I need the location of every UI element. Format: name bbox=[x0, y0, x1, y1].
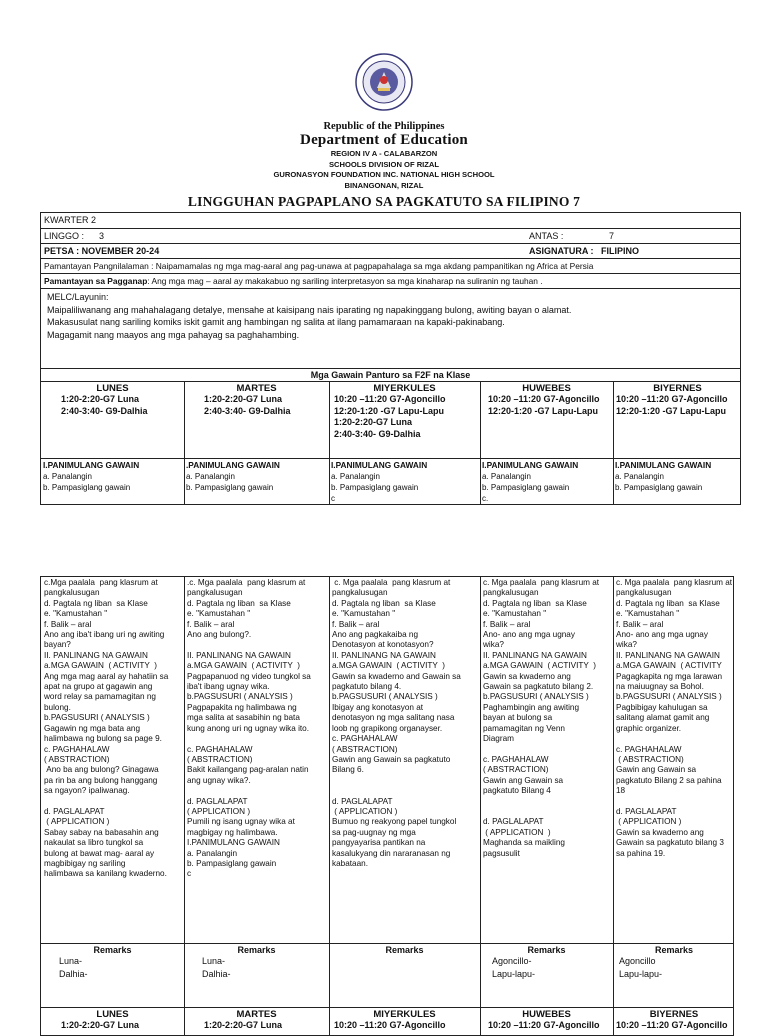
day-name: BIYERNES bbox=[649, 1009, 699, 1020]
region-line: REGION IV A - CALABARZON bbox=[330, 149, 438, 158]
day-cell-lunes bbox=[41, 383, 184, 417]
gawain-item: b. Pampasiglang gawain bbox=[482, 483, 570, 492]
gawain-item: a. Panalangin bbox=[331, 472, 380, 481]
gawain-item: b. Pampasiglang gawain bbox=[615, 483, 703, 492]
pagganap-body: : Ang mga mag – aaral ay makakabuo ng sariling interpretasyon sa mga kinaharap na suliranin ng tauhan . bbox=[147, 276, 543, 286]
melc-item: Makasusulat nang sariling komiks iskit gamit ang hambingan ng salita at ilang pamamaraan na kapaki-pakinabang. bbox=[47, 317, 505, 327]
day-cell-huwebes bbox=[480, 383, 613, 417]
pagganap-text bbox=[44, 276, 543, 286]
footer-day-cell bbox=[329, 1009, 480, 1032]
day-schedule: 10:20 –11:20 G7-Agoncillo 12:20-1:20 -G7 Lapu-Lapu 1:20-2:20-G7 Luna 2:40-3:40- G9-Dalhia bbox=[334, 394, 446, 439]
asignatura-value: FILIPINO bbox=[601, 246, 639, 256]
gawain-item: a. Panalangin bbox=[186, 472, 235, 481]
footer-day-cell bbox=[613, 1009, 735, 1032]
activity-text: c. Mga paalala pang klasrum at pangkalusugan d. Pagtala ng liban sa Klase e. "Kamustahan " f. Balik – aral Ano- ano ang mga ugnay wika? II. PANLINANG NA GAWAIN a.MGA GAWAIN ( ACTIVITY ) Gawin sa kwaderno ang Gawain sa pagkatuto bilang 2. b.PAGSUSURI ( ANALYSIS ) Paghambingin ang awiting bayan at bulong sa pamamagitan ng Venn Diagram c. PAGHAHALAW ( ABSTRACTION) Gawin ang Gawain sa pagkatuto Bilang 4 d. PAGLALAPAT ( APPLICATION ) Maghanda sa maikling pagsusulit bbox=[483, 578, 600, 858]
remarks-cell bbox=[480, 945, 613, 980]
republic-line: Republic of the Philippines bbox=[323, 121, 445, 132]
day-name: MARTES bbox=[236, 1009, 277, 1020]
gawain-title-row bbox=[41, 369, 740, 382]
day-schedule: 10:20 –11:20 G7-Agoncillo 12:20-1:20 -G7 Lapu-Lapu bbox=[488, 394, 600, 416]
remarks-entry: Luna- bbox=[59, 956, 83, 966]
footer-day-cell bbox=[41, 1009, 184, 1032]
gawain-cell bbox=[184, 460, 329, 493]
document-header bbox=[0, 52, 768, 210]
day-cell-biyernes bbox=[613, 383, 742, 417]
pangnilalaman-text: Pamantayan Pangnilalaman : Naipamamalas ng mga mag-aaral ang pag-unawa at pagpapahalaga sa mga akdang pampanitikan ng Africa at Persia bbox=[44, 261, 594, 271]
activity-text: c. Mga paalala pang klasrum at pangkalusugan d. Pagtala ng liban sa Klase e. "Kamustahan " f. Balik – aral Ano ang pagkakaiba ng Denotasyon at konotasyon? II. PANLINANG NA GAWAIN a.MGA GAWAIN ( ACTIVITY ) Gawin sa kwaderno and Gawain sa pagkatuto bilang 4. b.PAGSUSURI ( ANALYSIS ) Ibigay ang konotasyon at denotasyon ng mga salitang nasa loob ng grapikong organayser. c. PAGHAHALAW ( ABSTRACTION) Gawin ang Gawain sa pagkatuto Bilang 6. d. PAGLALAPAT ( APPLICATION ) Bumuo ng reakyong papel tungkol sa pag-uugnay ng mga pangyayarisa pantikan na kasalukyang din nararanasan ng kabataan. bbox=[332, 578, 461, 868]
day-schedule: 10:20 –11:20 G7-Agoncillo bbox=[488, 1020, 600, 1030]
day-name: BIYERNES bbox=[653, 383, 702, 394]
day-name: MARTES bbox=[236, 383, 277, 394]
asignatura-label: ASIGNATURA : bbox=[529, 246, 594, 256]
department-name: Department of Education bbox=[300, 132, 468, 148]
melc-row bbox=[41, 289, 740, 369]
activity-column-miyerkules bbox=[329, 577, 480, 1035]
remarks-cell bbox=[613, 945, 735, 980]
gawain-heading: I.PANIMULANG GAWAIN bbox=[615, 460, 712, 470]
remarks-cell bbox=[329, 945, 480, 955]
gawain-item: b. Pampasiglang gawain bbox=[331, 483, 419, 492]
gawain-heading: I.PANIMULANG GAWAIN bbox=[482, 460, 579, 470]
gawain-cell bbox=[329, 460, 480, 504]
melc-item: Maipaliliwanang ang mahahalagang detalye, mensahe at kaisipang nais iparating ng napakinggang bulong, awiting bayan o alamat. bbox=[47, 304, 572, 315]
gawain-cell bbox=[41, 460, 184, 493]
remarks-cell bbox=[41, 945, 184, 980]
gawain-title: Mga Gawain Panturo sa F2F na Klase bbox=[310, 370, 471, 380]
activity-text: c.Mga paalala pang klasrum at pangkalusugan d. Pagtala ng liban sa Klase e. "Kamustahan " f. Balik – aral Ano ang iba't ibang uri ng awiting bayan? II. PANLINANG NA GAWAIN a.MGA GAWAIN ( ACTIVITY ) Ang mga mag aaral ay hahatiin sa apat na grupo at gagawin ang word relay sa pamamagitan ng bulong. b.PAGSUSURI ( ANALYSIS ) Gagawin ng mga bata ang halimbawa ng bulong sa page 9. c. PAGHAHALAW ( ABSTRACTION) Ano ba ang bulong? Ginagawa pa rin ba ang bulong hanggang sa ngayon? ipaliwanag. d. PAGLALAPAT ( APPLICATION ) Sabay sabay na babasahin ang nakaulat sa libro tungkol sa bulong at bawat mag- aaral ay magbibigay ng sariling halimbawa sa kanilang kwaderno. bbox=[44, 578, 169, 879]
gawain-heading: I.PANIMULANG GAWAIN bbox=[331, 460, 428, 470]
activity-text: c. Mga paalala pang klasrum at pangkalusugan d. Pagtala ng liban sa Klase e. "Kamustahan " f. Balik – aral Ano- ano ang mga ugnay wika? II. PANLINANG NA GAWAIN a.MGA GAWAIN ( ACTIVITY Pagagkapita ng mga larawan na maiuugnay sa Bohol. b.PAGSUSURI ( ANALYSIS ) Pagbibigay kahulugan sa salitang alamat gamit ang graphic organizer. c. PAGHAHALAW ( ABSTRACTION) Gawin ang Gawain sa pagkatuto Bilang 2 sa pahina 18 d. PAGLALAPAT ( APPLICATION ) Gawin sa kwaderno ang Gawain sa pagkatuto bilang 3 sa pahina 19. bbox=[616, 578, 733, 858]
gawain-item: b. Pampasiglang gawain bbox=[43, 483, 131, 492]
day-name: MIYERKULES bbox=[373, 1009, 436, 1020]
antas-label: ANTAS : bbox=[529, 231, 564, 241]
remarks-entry: Dalhia- bbox=[59, 968, 88, 979]
remarks-title: Remarks bbox=[385, 945, 424, 955]
petsa-label: PETSA : NOVEMBER 20-24 bbox=[44, 246, 160, 256]
footer-day-cell bbox=[480, 1009, 613, 1032]
remarks-entry: Lapu-lapu- bbox=[492, 968, 536, 979]
remarks-entry: Dalhia- bbox=[202, 968, 231, 979]
gawain-heading: I.PANIMULANG GAWAIN bbox=[43, 460, 140, 470]
address-line: BINANGONAN, RIZAL bbox=[344, 180, 424, 190]
remarks-entry: Agoncillo bbox=[619, 956, 656, 966]
remarks-title: Remarks bbox=[527, 945, 566, 955]
document-title: LINGGUHAN PAGPAPLANO SA PAGKATUTO SA FILIPINO 7 bbox=[187, 194, 581, 209]
day-schedule: 1:20-2:20-G7 Luna bbox=[204, 1020, 283, 1030]
kwarter-row bbox=[41, 213, 740, 229]
pangnilalaman-row bbox=[41, 259, 740, 274]
plan-table bbox=[40, 212, 741, 505]
gawain-item: a. Panalangin bbox=[43, 472, 92, 481]
remarks-entry: Agoncillo- bbox=[492, 956, 532, 966]
pagganap-label: Pamantayan sa Pagganap bbox=[44, 276, 148, 286]
day-schedule: 1:20-2:20-G7 Luna bbox=[61, 1020, 140, 1030]
linggo-row bbox=[41, 229, 740, 244]
remarks-entry: Lapu-lapu- bbox=[619, 968, 663, 979]
activities-table bbox=[40, 576, 734, 1036]
day-schedule: 10:20 –11:20 G7-Agoncillo 12:20-1:20 -G7 Lapu-Lapu bbox=[616, 394, 728, 416]
day-name: LUNES bbox=[96, 1009, 129, 1020]
petsa-row bbox=[41, 244, 740, 259]
gawain-heading: .PANIMULANG GAWAIN bbox=[186, 460, 280, 470]
linggo-label: LINGGO : bbox=[44, 231, 85, 241]
deped-seal-icon bbox=[347, 52, 421, 112]
remarks-title: Remarks bbox=[237, 945, 276, 955]
kwarter-label: KWARTER 2 bbox=[44, 215, 97, 225]
day-schedule: 10:20 –11:20 G7-Agoncillo bbox=[334, 1020, 446, 1030]
day-name: MIYERKULES bbox=[373, 383, 436, 394]
antas-value: 7 bbox=[609, 231, 615, 241]
day-schedule: 1:20-2:20-G7 Luna 2:40-3:40- G9-Dalhia bbox=[204, 394, 291, 416]
gawain-item: c bbox=[331, 494, 335, 503]
activity-text: .c. Mga paalala pang klasrum at pangkalusugan d. Pagtala ng liban sa Klase e. "Kamustahan " f. Balik – aral Ano ang bulong?. II. PANLINANG NA GAWAIN a.MGA GAWAIN ( ACTIVITY ) Pagpapanuod ng video tungkol sa iba't ibang ugnay wika. b.PAGSUSURI ( ANALYSIS ) Pagpapakita ng halimbawa ng mga salita at sasabihin ng bata kung anong uri ng ugnay wika ito. c. PAGHAHALAW ( ABSTRACTION) Bakit kailangang pag-aralan natin ang ugnay wika?. d. PAGLALAPAT ( APPLICATION ) Pumili ng isang ugnay wika at magbigay ng halimbawa. I.PANIMULANG GAWAIN a. Panalangin b. Pampasiglang gawain c bbox=[187, 578, 311, 879]
linggo-value: 3 bbox=[99, 231, 105, 241]
remarks-title: Remarks bbox=[654, 945, 694, 955]
footer-day-cell bbox=[184, 1009, 329, 1032]
gawain-cell bbox=[613, 460, 742, 493]
day-name: LUNES bbox=[96, 383, 129, 394]
day-schedule: 10:20 –11:20 G7-Agoncillo bbox=[616, 1020, 728, 1030]
school-line: GURONASYON FOUNDATION INC. NATIONAL HIGH SCHOOL bbox=[273, 170, 495, 179]
gawain-item: c. bbox=[482, 494, 489, 503]
remarks-title: Remarks bbox=[93, 945, 132, 955]
gawain-item: b. Pampasiglang gawain bbox=[186, 483, 274, 492]
day-name: HUWEBES bbox=[522, 1009, 571, 1020]
day-schedule: 1:20-2:20-G7 Luna 2:40-3:40- G9-Dalhia bbox=[61, 394, 148, 416]
pagganap-row bbox=[41, 274, 740, 289]
remarks-entry: Luna- bbox=[202, 956, 226, 966]
gawain-item: a. Panalangin bbox=[615, 472, 664, 481]
day-cell-miyerkules bbox=[329, 383, 480, 440]
melc-label: MELC/Layunin: bbox=[47, 292, 109, 302]
melc-item: Magagamit nang maayos ang mga pahayag sa paghahambing. bbox=[47, 329, 300, 340]
gawain-cell bbox=[480, 460, 613, 504]
day-cell-martes bbox=[184, 383, 329, 417]
gawain-item: a. Panalangin bbox=[482, 472, 531, 481]
remarks-cell bbox=[184, 945, 329, 980]
day-name: HUWEBES bbox=[522, 383, 571, 394]
division-line: SCHOOLS DIVISION OF RIZAL bbox=[328, 159, 440, 169]
